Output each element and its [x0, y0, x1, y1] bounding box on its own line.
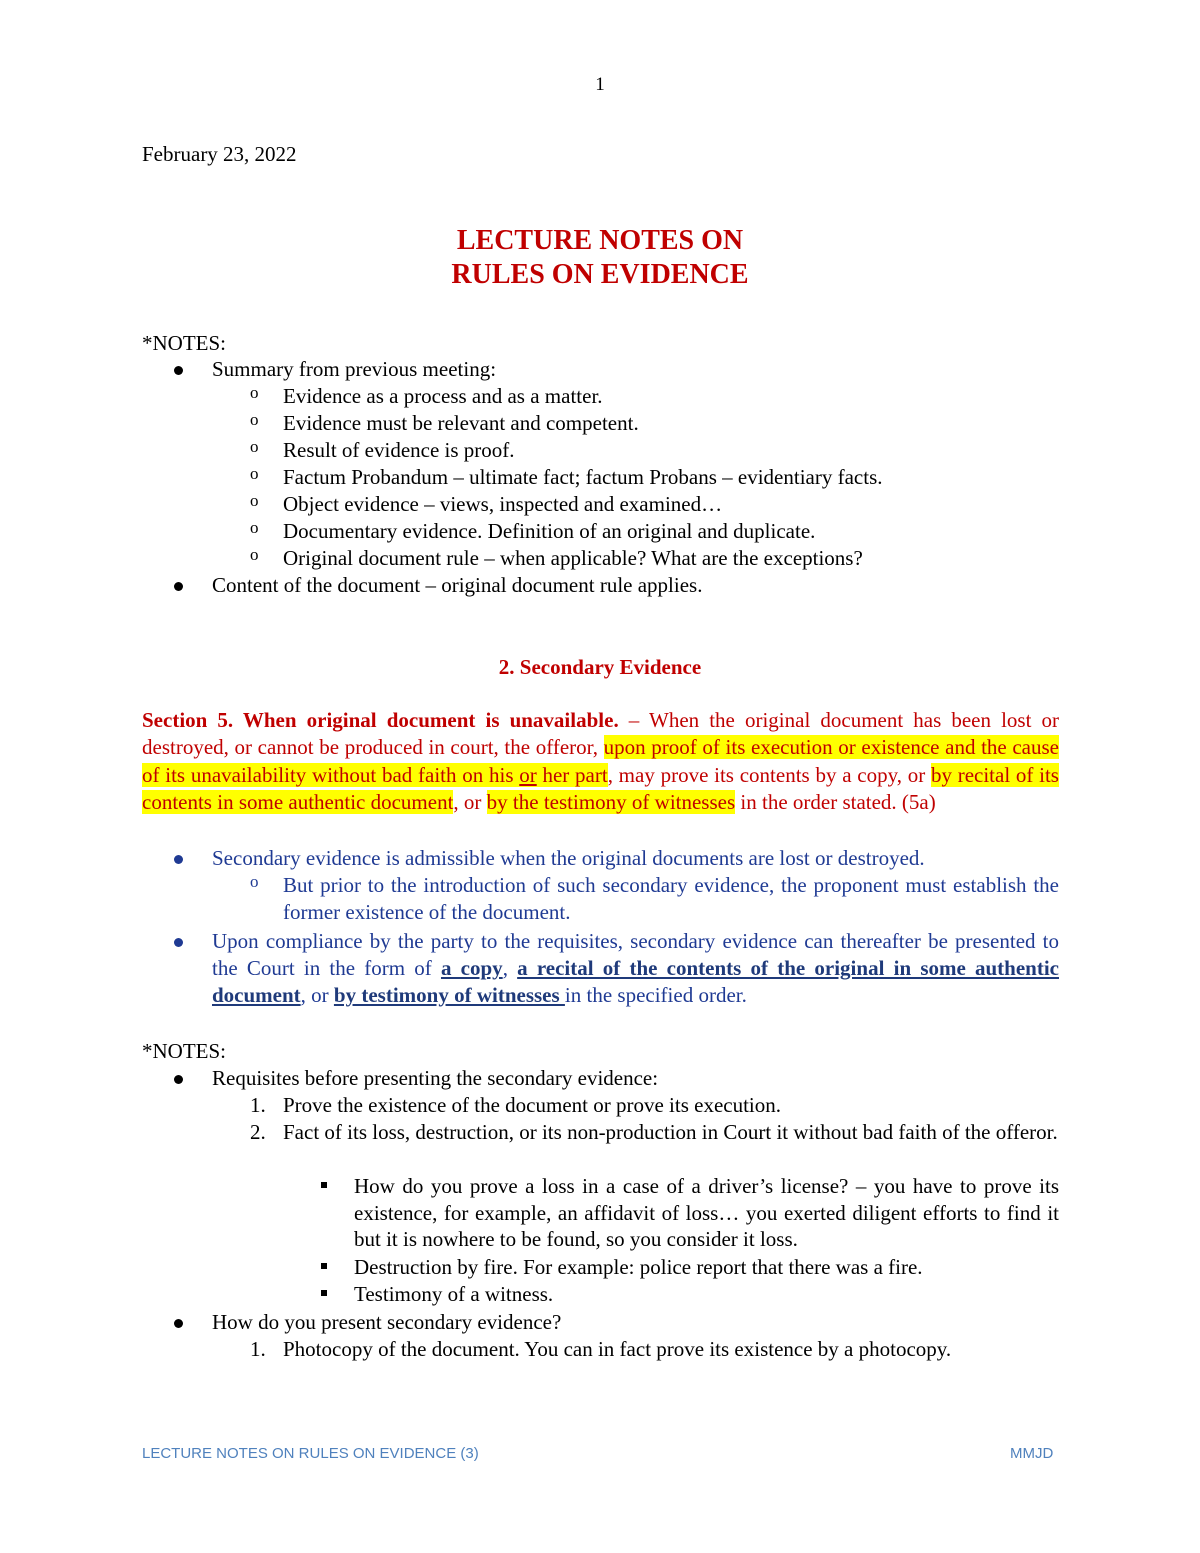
list-number: 1.: [250, 1093, 266, 1117]
underlined-term: a copy: [440, 956, 503, 980]
title-line-2: RULES ON EVIDENCE: [451, 259, 749, 290]
section5-paragraph: [142, 707, 1059, 817]
circle-bullet: o: [250, 491, 259, 510]
present-1: Photocopy of the document. You can in fact prove its existence by a photocopy.: [283, 1337, 952, 1361]
blue-bullet-1-sub: But prior to the introduction of such secondary evidence, the proponent must establish the former existence of the document.: [283, 873, 1059, 924]
requisite-2-sub: Testimony of a witness.: [354, 1282, 554, 1306]
section5-text: in the order stated. (5a): [735, 790, 936, 815]
bullet-dot: [174, 938, 183, 947]
highlight-text: by the testimony of witnesses: [486, 790, 736, 815]
notes-heading: *NOTES:: [142, 1039, 226, 1063]
summary-label: Summary from previous meeting:: [212, 357, 497, 381]
requisite-2-sub: How do you prove a loss in a case of a driver’s license? – you have to prove its existence, for example, an affidavit of loss… you exerted diligent efforts to find it but it is nowhere to be found, so you consider it loss.: [354, 1174, 1059, 1251]
page-number: 1: [595, 74, 605, 95]
circle-bullet: o: [250, 383, 259, 402]
bullet-dot: [174, 1075, 183, 1084]
summary-item: Factum Probandum – ultimate fact; factum Probans – evidentiary facts.: [283, 465, 883, 489]
circle-bullet: o: [250, 545, 259, 564]
summary-item: Original document rule – when applicable? What are the exceptions?: [283, 546, 863, 570]
underlined-term: a recital of the contents of the original in some authentic document: [212, 956, 1059, 1007]
blue-bullet-2-text: ,: [502, 956, 518, 980]
requisite-2-sub: Destruction by fire. For example: police report that there was a fire.: [354, 1255, 923, 1279]
section5-text: – When the original document has been lost or destroyed, or cannot be produced in court, the offeror,: [142, 708, 1060, 760]
summary-item: Evidence must be relevant and competent.: [283, 411, 639, 435]
footer-initials: MMJD: [1010, 1445, 1054, 1462]
blue-bullet-1: Secondary evidence is admissible when the original documents are lost or destroyed.: [212, 846, 925, 870]
blue-bullet-2-text: , or: [300, 983, 334, 1007]
present-label: How do you present secondary evidence?: [212, 1310, 562, 1334]
section-heading: 2. Secondary Evidence: [498, 655, 702, 679]
section5-label: Section 5. When original document is unavailable.: [142, 708, 619, 732]
list-number: 1.: [250, 1337, 266, 1361]
highlight-text: upon proof of its execution or existence and the cause of its unavailability without bad faith on his: [142, 735, 1059, 787]
highlight-text: by recital of its contents in some authentic document: [142, 762, 1059, 815]
square-bullet: [321, 1182, 327, 1188]
square-bullet: [321, 1263, 327, 1269]
square-bullet: [321, 1290, 327, 1296]
circle-bullet: o: [250, 872, 259, 891]
requisite-1: Prove the existence of the document or prove its execution.: [283, 1093, 782, 1117]
document-date: February 23, 2022: [142, 142, 297, 166]
circle-bullet: o: [250, 437, 259, 456]
bullet-dot: [174, 366, 183, 375]
summary-item: Evidence as a process and as a matter.: [283, 384, 603, 408]
section5-text: , may prove its contents by a copy, or: [607, 762, 931, 787]
notes-heading: *NOTES:: [142, 331, 226, 355]
underlined-term: by testimony of witnesses: [333, 983, 565, 1007]
blue-bullet-2: [212, 928, 1059, 1009]
circle-bullet: o: [250, 518, 259, 537]
summary-item: Documentary evidence. Definition of an original and duplicate.: [283, 519, 816, 543]
circle-bullet: o: [250, 410, 259, 429]
bullet-dot: [174, 582, 183, 591]
title-line-1: LECTURE NOTES ON: [456, 225, 744, 256]
requisites-label: Requisites before presenting the secondary evidence:: [212, 1066, 659, 1090]
bullet-dot: [174, 855, 183, 864]
requisite-2: Fact of its loss, destruction, or its non-production in Court it without bad faith of the offeror.: [283, 1120, 1058, 1144]
section5-text: , or: [453, 790, 487, 815]
highlight-text: her part: [536, 762, 608, 787]
circle-bullet: o: [250, 464, 259, 483]
footer-title: LECTURE NOTES ON RULES ON EVIDENCE (3): [142, 1445, 479, 1462]
blue-bullet-2-text: Upon compliance by the party to the requisites, secondary evidence can thereafter be presented to the Court in the form of: [212, 929, 1059, 980]
bullet-dot: [174, 1319, 183, 1328]
content-item: Content of the document – original document rule applies.: [212, 573, 703, 597]
summary-item: Object evidence – views, inspected and examined…: [283, 492, 723, 516]
summary-item: Result of evidence is proof.: [283, 438, 515, 462]
blue-bullet-2-text: in the specified order.: [564, 983, 747, 1007]
highlight-text: or: [519, 762, 537, 787]
list-number: 2.: [250, 1120, 266, 1144]
